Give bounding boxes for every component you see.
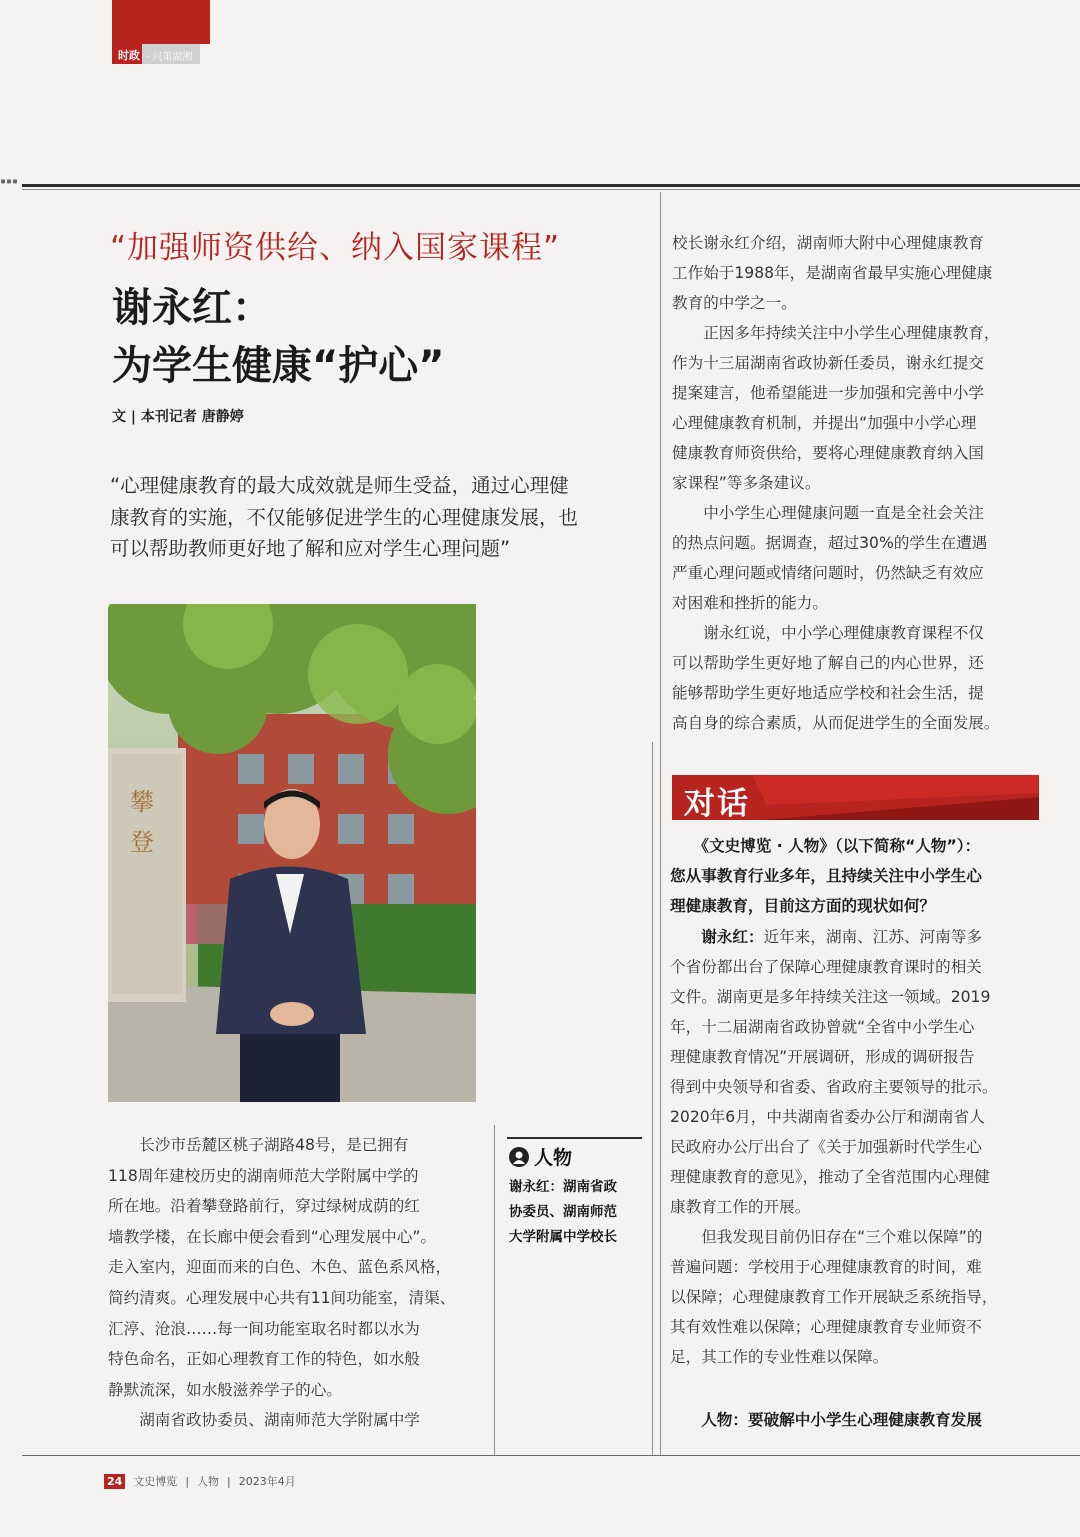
body-line: 工作始于1988年，是湖南省最早实施心理健康 bbox=[672, 264, 993, 282]
body-column-left bbox=[108, 1130, 455, 1436]
body-line: 教育的中学之一。 bbox=[672, 294, 797, 312]
body-line: 健康教育师资供给，要将心理健康教育纳入国 bbox=[672, 444, 984, 462]
magazine-name: 文史博览 bbox=[133, 1475, 178, 1488]
dialogue-heading: 对话 bbox=[684, 786, 750, 822]
footer-rule bbox=[22, 1455, 1080, 1456]
person-icon bbox=[509, 1147, 529, 1167]
body-line: 简约清爽。心理发展中心共有11间功能室，清渠、 bbox=[108, 1288, 456, 1307]
subsection-name: · 问策湖湘 bbox=[142, 44, 200, 64]
column-rule-right bbox=[660, 192, 661, 1455]
sidebar-bio: 谢永红：湖南省政 协委员、湖南师范 大学附属中学校长 bbox=[509, 1179, 617, 1245]
top-rule bbox=[22, 184, 1080, 187]
lead-line: 康教育的实施，不仅能够促进学生的心理健康发展，也 bbox=[110, 505, 579, 529]
stone-inscription: 攀 登 bbox=[130, 788, 154, 856]
body-line: 可以帮助学生更好地了解自己的内心世界，还 bbox=[672, 654, 984, 672]
body-line: 长沙市岳麓区桃子湖路48号，是已拥有 bbox=[108, 1136, 409, 1154]
header-red-bar bbox=[112, 0, 210, 44]
page-number: 24 bbox=[104, 1474, 125, 1489]
issue-date: 2023年4月 bbox=[238, 1475, 296, 1488]
body-line: 作为十三届湖南省政协新任委员，谢永红提交 bbox=[672, 354, 984, 372]
byline: 文 | 本刊记者 唐静婷 bbox=[112, 409, 244, 425]
sidebar-label: 人物 bbox=[534, 1147, 573, 1169]
body-line: 静默流深，如水般滋养学子的心。 bbox=[108, 1380, 342, 1399]
footer: 24 文史博览 | 人物 | 2023年4月 bbox=[104, 1473, 296, 1489]
sidebar-rule bbox=[507, 1137, 642, 1139]
lead-line: 可以帮助教师更好地了解和应对学生心理问题” bbox=[110, 537, 511, 560]
body-line: 高自身的综合素质，从而促进学生的全面发展。 bbox=[672, 714, 1000, 732]
dialogue-answer: 谢永红：近年来，湖南、江苏、河南等多 个省份都出台了保障心理健康教育课时的相关 文件。湖南更是多年持续关注这一领域。2019 年，十二届湖南省政协曾就“全省中小学生心 理健康教育情况”开展调研，形成的调研报告 得到中央领导和省委、省政府主要领导的批示。 2020年6月，中共湖南省委办公厅和湖南省人 民政府办公厅出台了《关于加强新时代学生心 理健康教育的意见》，推动了全省范围内心理健 康教育工作的开展。 但我发现目前仍旧存在“三个难以保障”的 普遍问题：学校用于心理健康教育的时间，难 以保障；心理健康教育工作开展缺乏系统指导， 其有效性难以保障；心理健康教育专业师资不 足，其工作的专业性难以保障。 bbox=[670, 928, 998, 1366]
body-line: 谢永红说，中小学心理健康教育课程不仅 bbox=[672, 624, 984, 642]
body-line: 118周年建校历史的湖南师范大学附属中学的 bbox=[108, 1166, 419, 1185]
section-name: 时政 bbox=[112, 44, 142, 64]
article-title-line1: 谢永红： bbox=[112, 285, 272, 331]
body-line: 汇渟、沧浪……每一间功能室取名时都以水为 bbox=[108, 1319, 420, 1338]
body-line: 校长谢永红介绍，湖南师大附中心理健康教育 bbox=[672, 234, 984, 252]
article-title-line2: 为学生健康“护心” bbox=[112, 343, 445, 389]
body-column-right bbox=[672, 228, 999, 738]
sidebar-header bbox=[509, 1143, 572, 1170]
dialogue-next-question: 人物：要破解中小学生心理健康教育发展 bbox=[670, 1411, 982, 1429]
lead-quote bbox=[110, 470, 645, 565]
body-line: 能够帮助学生更好地适应学校和社会生活，提 bbox=[672, 684, 984, 702]
lead-line: “心理健康教育的最大成效就是师生受益，通过心理健 bbox=[110, 474, 569, 497]
body-line: 家课程”等多条建议。 bbox=[672, 474, 821, 492]
body-line: 墙教学楼，在长廊中便会看到“心理发展中心”。 bbox=[108, 1227, 437, 1246]
article-kicker: “加强师资供给、纳入国家课程” bbox=[110, 230, 561, 266]
column-rule-right-inner bbox=[652, 742, 653, 1455]
top-rule-thin bbox=[22, 189, 1080, 190]
body-line: 的热点问题。据调查，超过30%的学生在遭遇 bbox=[672, 534, 988, 552]
speaker-name: 谢永红： bbox=[701, 928, 764, 946]
edge-marks: ▪▪▪ bbox=[0, 176, 19, 187]
body-line: 走入室内，迎面而来的白色、木色、蓝色系风格， bbox=[108, 1258, 452, 1277]
body-line: 湖南省政协委员、湖南师范大学附属中学 bbox=[108, 1411, 420, 1430]
body-line: 所在地。沿着攀登路前行，穿过绿树成荫的红 bbox=[108, 1197, 420, 1216]
body-line: 正因多年持续关注中小学生心理健康教育， bbox=[672, 324, 1000, 342]
body-line: 心理健康教育机制，并提出“加强中小学心理 bbox=[672, 414, 977, 432]
column-rule-left bbox=[494, 1125, 495, 1455]
portrait-illustration bbox=[108, 604, 476, 1102]
body-line: 提案建言，他希望能进一步加强和完善中小学 bbox=[672, 384, 984, 402]
dialogue-question: 《文史博览 · 人物》（以下简称“人物”）： 您从事教育行业多年，且持续关注中小学生心 理健康教育，目前这方面的现状如何？ bbox=[670, 837, 982, 915]
body-line: 特色命名，正如心理教育工作的特色，如水般 bbox=[108, 1350, 420, 1369]
footer-section: 人物 bbox=[197, 1475, 220, 1488]
section-tag bbox=[112, 44, 200, 64]
body-line: 中小学生心理健康问题一直是全社会关注 bbox=[672, 504, 984, 522]
body-line: 严重心理问题或情绪问题时，仍然缺乏有效应 bbox=[672, 564, 984, 582]
portrait-photo bbox=[108, 604, 476, 1102]
body-line: 对困难和挫折的能力。 bbox=[672, 594, 828, 612]
